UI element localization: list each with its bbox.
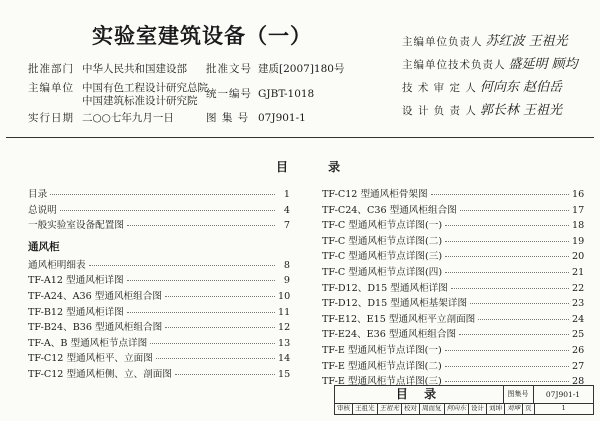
toc-entry-title: TF-C 型通风柜节点详图(三) (322, 251, 443, 263)
toc-entry[interactable] (28, 272, 290, 288)
toc-entry-page: 21 (572, 266, 585, 278)
responsible-row: 主编单位负责人 苏红波 王祖光 (402, 34, 568, 49)
meta-unified-no: 统一编号 GJBT-1018 (206, 88, 315, 100)
toc-entry[interactable] (322, 358, 584, 374)
toc-entry[interactable] (322, 264, 584, 280)
dot-leader (165, 327, 275, 328)
dot-leader (445, 350, 569, 351)
toc-entry-page: 23 (572, 298, 585, 310)
toc-entry-title: 总说明 (28, 204, 57, 216)
toc-entry-page: 1 (283, 189, 290, 200)
dot-leader (445, 272, 569, 273)
toc-entry-page: 27 (572, 360, 585, 372)
toc-entry-page: 25 (572, 329, 585, 341)
toc-entry[interactable] (28, 186, 290, 202)
handwritten-signature: 何向东 赵伯岳 (479, 80, 562, 95)
toc-entry-title: TF-C 型通风柜节点详图(四) (322, 266, 443, 278)
meta-editor-unit: 主编单位 中国有色工程设计研究总院 (28, 82, 208, 94)
toc-entry[interactable] (322, 217, 584, 233)
sheet-title: 实验室建筑设备（一） (92, 23, 312, 48)
toc-section-heading: 通风柜 (28, 240, 60, 253)
dot-leader (50, 194, 275, 195)
toc-entry[interactable] (28, 350, 290, 366)
toc-entry-title: TF-E24、E36 型通风柜组合图 (322, 329, 457, 341)
toc-entry[interactable] (28, 335, 290, 351)
toc-entry-page: 16 (572, 189, 585, 200)
toc-entry[interactable] (322, 295, 584, 311)
dot-leader (445, 366, 569, 367)
toc-entry-title: TF-D12、D15 型通风柜详图 (322, 282, 448, 294)
toc-entry-title: TF-C12 型通风柜侧、立、剖面图 (28, 368, 172, 380)
toc-heading: 目 录 (276, 160, 359, 174)
toc-entry-title: TF-C12 型通风柜骨架图 (322, 189, 428, 200)
toc-entry-title: 目录 (28, 189, 48, 200)
toc-entry-title: TF-D12、D15 型通风柜基架详图 (322, 298, 468, 310)
signature-cell: 刘坤 (505, 403, 523, 414)
toc-entry[interactable] (322, 248, 584, 264)
signature-cell: 设计 (469, 403, 487, 414)
header-divider (6, 137, 594, 138)
meta-atlas-no: 图 集 号 07J901-1 (206, 112, 306, 124)
dot-leader (445, 256, 569, 257)
toc-entry-page: 22 (572, 282, 585, 294)
toc-entry-title: 一般实验室设备配置图 (28, 220, 124, 232)
toc-left-column (28, 186, 290, 382)
toc-entry[interactable] (322, 311, 584, 327)
toc-entry-title: TF-A、B 型通风柜节点详图 (28, 337, 148, 349)
page-label: 页 (523, 403, 535, 414)
toc-entry[interactable] (322, 342, 584, 358)
signature-cell: 何向东 (445, 403, 470, 414)
dot-leader (127, 280, 275, 281)
dot-leader (175, 374, 275, 375)
toc-entry-page: 18 (572, 220, 585, 232)
page-value: 1 (561, 404, 566, 412)
toc-entry-page: 24 (572, 313, 585, 325)
dot-leader (60, 210, 275, 211)
toc-entry-page: 17 (572, 204, 585, 216)
toc-entry-page: 14 (278, 353, 291, 365)
dot-leader (445, 225, 569, 226)
toc-entry[interactable] (322, 280, 584, 296)
signature-cell: 校对 (402, 403, 420, 414)
toc-entry-page: 8 (283, 259, 290, 271)
responsible-row: 设 计 负 责 人 郭长林 王祖光 (402, 103, 562, 118)
signature-cell: 周而复 (420, 403, 445, 414)
meta-approval-no: 批准文号 建质[2007]180号 (206, 63, 345, 75)
drawing-sheet (6, 6, 594, 415)
signature-cell: 王祖光 (353, 403, 378, 414)
toc-entry[interactable] (28, 319, 290, 335)
toc-entry-title: TF-E12、E15 型通风柜平立剖面图 (322, 313, 476, 325)
dot-leader (431, 194, 569, 195)
toc-entry-page: 28 (572, 376, 585, 388)
dot-leader (150, 343, 275, 344)
signature-cell: 刘坤 (487, 403, 505, 414)
toc-entry-title: TF-C24、C36 型通风柜组合图 (322, 204, 457, 216)
dot-leader (127, 225, 275, 226)
toc-entry-page: 11 (278, 306, 291, 318)
toc-entry-title: TF-E 型通风柜节点详图(一) (322, 344, 442, 356)
title-block-name: 目 录 (335, 386, 504, 404)
toc-entry-page: 12 (278, 322, 291, 334)
toc-entry-title: TF-A12 型通风柜详图 (28, 275, 124, 287)
responsible-row: 主编单位技术负责人 盛延明 顾均 (402, 57, 578, 72)
dot-leader (165, 296, 275, 297)
toc-entry-page: 7 (283, 220, 290, 232)
toc-entry-page: 10 (278, 290, 291, 302)
toc-entry[interactable] (28, 257, 290, 273)
toc-entry-title: TF-C 型通风柜节点详图(二) (322, 235, 443, 247)
responsible-row: 技 术 审 定 人 何向东 赵伯岳 (402, 80, 562, 95)
toc-entry[interactable] (322, 326, 584, 342)
toc-entry[interactable] (28, 366, 290, 382)
toc-entry-page: 15 (278, 368, 291, 380)
handwritten-signature: 盛延明 顾均 (508, 57, 578, 72)
toc-entry[interactable] (322, 202, 584, 218)
toc-entry-title: TF-E 型通风柜节点详图(二) (322, 360, 442, 372)
toc-entry-page: 13 (278, 337, 291, 349)
signature-cell: 审核 (335, 403, 353, 414)
dot-leader (451, 288, 569, 289)
toc-entry[interactable] (28, 202, 290, 218)
dot-leader (460, 210, 569, 211)
atlas-value: 07J901-1 (533, 386, 593, 404)
toc-entry-title: TF-B24、B36 型通风柜组合图 (28, 322, 163, 334)
toc-entry[interactable] (322, 233, 584, 249)
dot-leader (459, 334, 569, 335)
toc-entry[interactable] (28, 217, 290, 233)
dot-leader (478, 319, 569, 320)
toc-right-column (322, 186, 584, 389)
title-block (334, 385, 594, 415)
dot-leader (89, 265, 275, 266)
toc-entry-title: TF-A24、A36 型通风柜组合图 (28, 290, 162, 302)
dot-leader (445, 381, 569, 382)
toc-entry-title: TF-C12 型通风柜平、立面图 (28, 353, 153, 365)
toc-entry-page: 19 (572, 235, 585, 247)
toc-entry-page: 4 (283, 204, 290, 216)
toc-entry[interactable] (28, 304, 290, 320)
atlas-label: 图集号 (503, 386, 534, 404)
signature-row (335, 403, 593, 414)
meta-approval-dept: 批准部门 中华人民共和国建设部 (28, 63, 187, 75)
handwritten-signature: 苏红波 王祖光 (485, 34, 568, 49)
toc-entry-title: TF-B12 型通风柜详图 (28, 306, 124, 318)
dot-leader (156, 358, 275, 359)
toc-entry[interactable] (28, 288, 290, 304)
signature-cell: 王祖光 (378, 403, 403, 414)
toc-entry-title: TF-E 型通风柜节点详图(三) (322, 376, 442, 388)
dot-leader (127, 312, 275, 313)
meta-effective-date: 实行日期 二○○七年九月一日 (28, 112, 174, 124)
dot-leader (445, 241, 569, 242)
toc-entry-title: 通风柜明细表 (28, 259, 86, 271)
toc-entry-page: 26 (572, 344, 585, 356)
handwritten-signature: 郭长林 王祖光 (479, 103, 562, 118)
toc-entry-page: 20 (572, 251, 585, 263)
dot-leader (470, 303, 569, 304)
toc-entry-title: TF-C 型通风柜节点详图(一) (322, 220, 443, 232)
meta-editor-unit-2: 中国建筑标准设计研究院 (82, 95, 198, 107)
toc-entry[interactable] (322, 186, 584, 202)
toc-entry-page: 9 (283, 275, 290, 287)
